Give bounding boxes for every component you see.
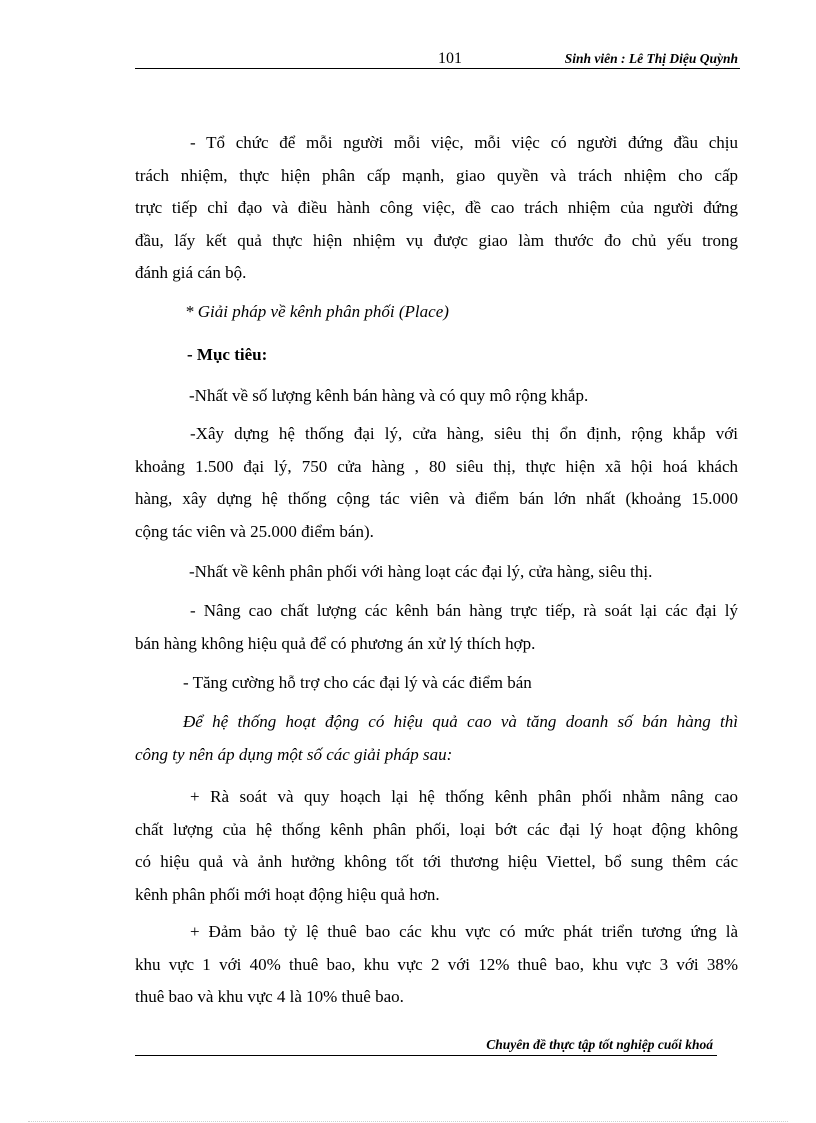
paragraph-sales-channels: -Nhất về số lượng kênh bán hàng và có quy mô rộng khắp. (189, 386, 589, 405)
student-name: Sinh viên : Lê Thị Diệu Quỳnh (564, 51, 738, 66)
paragraph-quality (135, 595, 738, 660)
text-line: khu vực 1 với 40% thuê bao, khu vực 2 với 12% thuê bao, khu vực 3 với 38% (135, 954, 738, 974)
text-line: kênh phân phối mới hoạt động hiệu quả hơn. (135, 884, 440, 904)
paragraph-review-planning (135, 781, 738, 911)
text-line: công ty nên áp dụng một số các giải pháp sau: (135, 744, 453, 764)
page-footer (135, 1036, 717, 1056)
paragraph-agent-system (135, 418, 738, 548)
text-line: trực tiếp chỉ đạo và điều hành công việc, đề cao trách nhiệm của người đứng (135, 198, 738, 217)
text-line: + Rà soát và quy hoạch lại hệ thống kênh phân phối nhằm nâng cao (190, 787, 738, 806)
text-line: khoảng 1.500 đại lý, 750 cửa hàng , 80 siêu thị, thực hiện xã hội hoá khách (135, 456, 738, 476)
text-line: + Đảm bảo tỷ lệ thuê bao các khu vực có mức phát triển tương ứng là (190, 922, 738, 941)
objective-heading: - Mục tiêu: (187, 345, 268, 364)
text-line: đánh giá cán bộ. (135, 263, 247, 282)
text-line: bán hàng không hiệu quả để có phương án xử lý thích hợp. (135, 633, 536, 653)
text-line: -Xây dựng hệ thống đại lý, cửa hàng, siêu thị ổn định, rộng khắp với (190, 424, 738, 443)
text-line: - Tổ chức để mỗi người mỗi việc, mỗi việc có người đứng đầu chịu (190, 133, 738, 152)
paragraph-support: - Tăng cường hỗ trợ cho các đại lý và các điểm bán (183, 673, 532, 692)
text-line: đầu, lấy kết quả thực hiện nhiệm vụ được giao làm thước đo chủ yếu trong (135, 230, 738, 250)
text-line: hàng, xây dựng hệ thống cộng tác viên và điểm bán lớn nhất (khoảng 15.000 (135, 489, 738, 508)
text-line: thuê bao và khu vực 4 là 10% thuê bao. (135, 987, 404, 1006)
paragraph-organization (135, 127, 738, 290)
footer-title: Chuyên đề thực tập tốt nghiệp cuối khoá (486, 1037, 713, 1052)
text-line: cộng tác viên và 25.000 điểm bán). (135, 521, 374, 541)
text-line: trách nhiệm, thực hiện phân cấp mạnh, giao quyền và trách nhiệm cho cấp (135, 165, 738, 185)
place-heading: * Giải pháp về kênh phân phối (Place) (185, 302, 449, 321)
paragraph-distribution: -Nhất về kênh phân phối với hàng loạt các đại lý, cửa hàng, siêu thị. (189, 562, 653, 581)
page-header (135, 46, 740, 69)
text-line: có hiệu quả và ảnh hưởng không tốt tới thương hiệu Viettel, bổ sung thêm các (135, 852, 738, 871)
paragraph-subscriber-ratio (135, 916, 738, 1014)
text-line: - Nâng cao chất lượng các kênh bán hàng trực tiếp, rà soát lại các đại lý (190, 601, 738, 620)
page-edge-divider (28, 1121, 788, 1122)
text-line: Để hệ thống hoạt động có hiệu quả cao và tăng doanh số bán hàng thì (183, 712, 738, 731)
page-number: 101 (438, 50, 462, 67)
text-line: chất lượng của hệ thống kênh phân phối, loại bớt các đại lý hoạt động không (135, 819, 738, 839)
paragraph-intro-solutions (135, 706, 738, 771)
